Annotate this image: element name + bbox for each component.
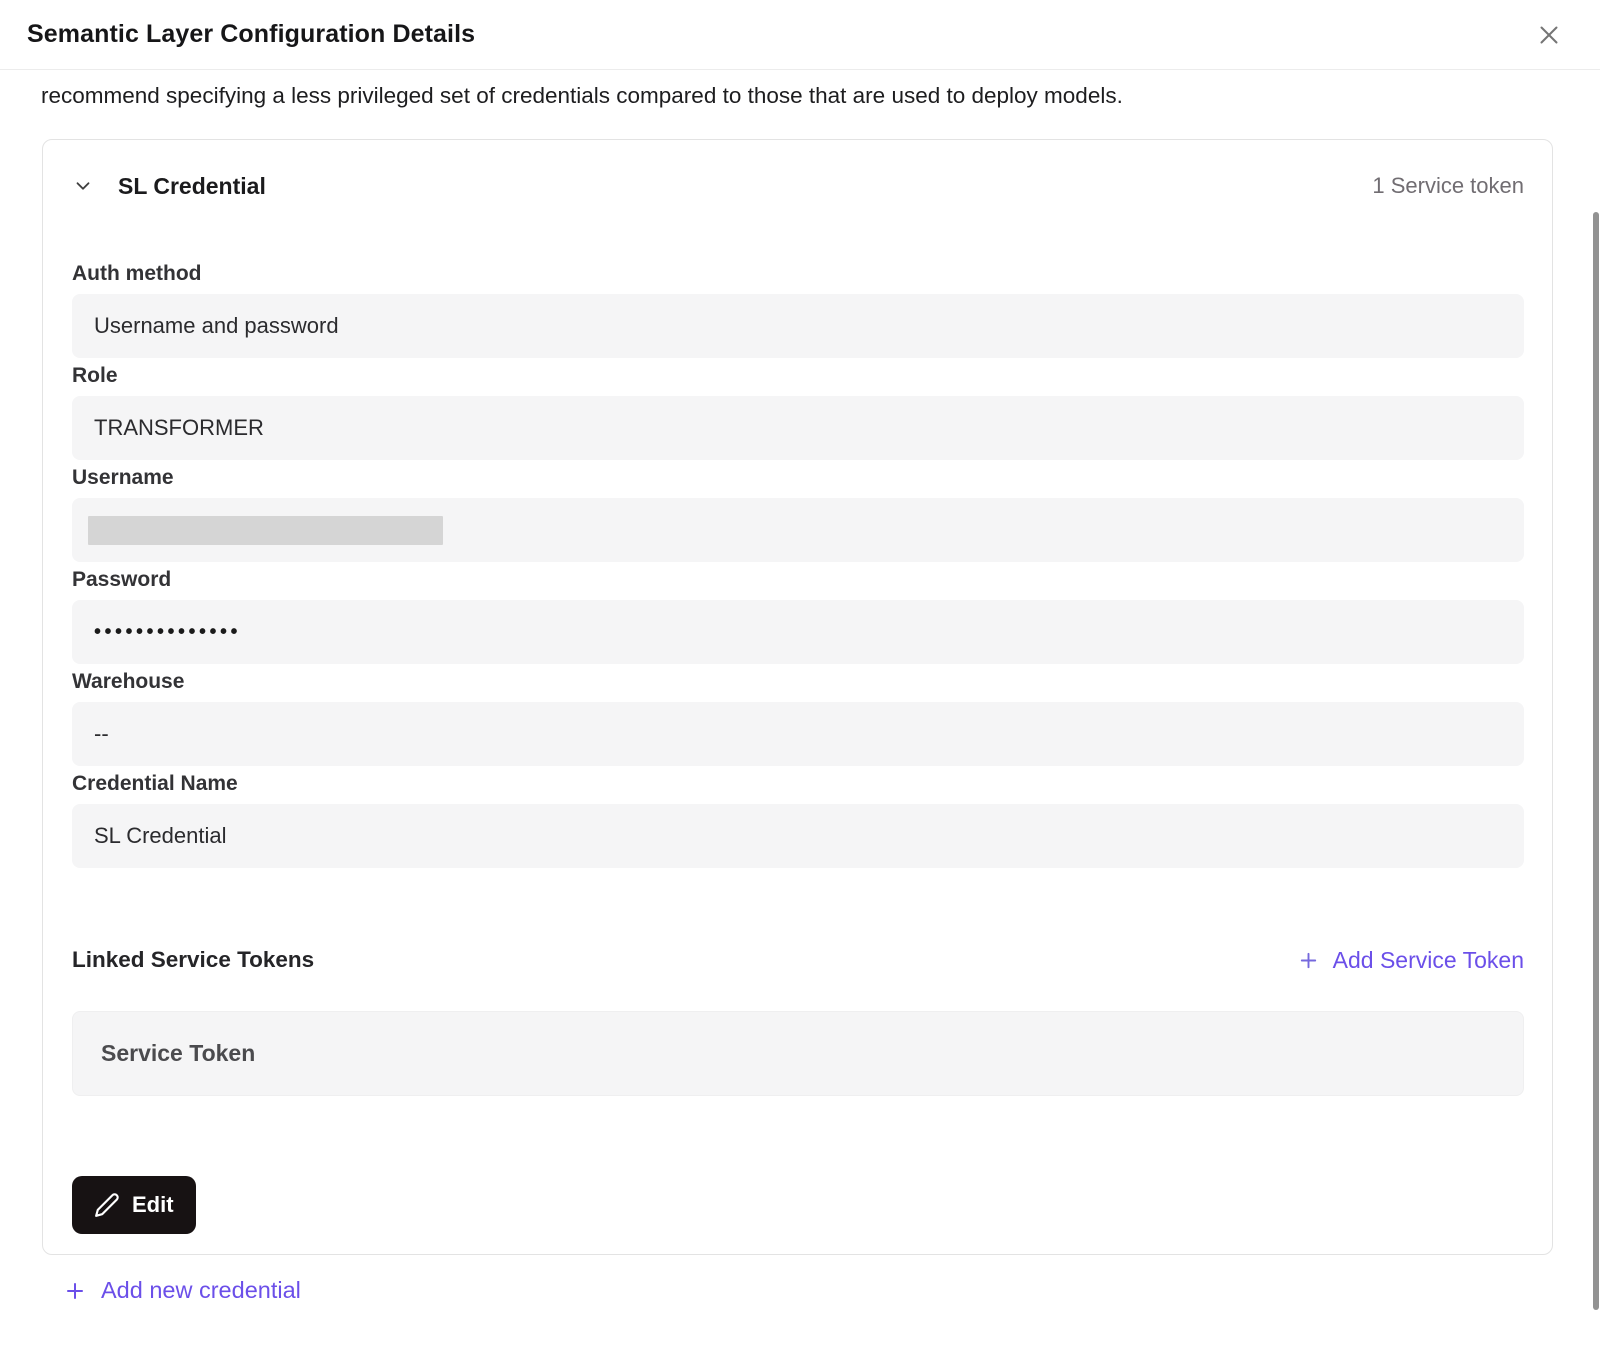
service-token-name: Service Token: [101, 1040, 256, 1066]
service-token-row: [72, 1011, 1524, 1096]
field-warehouse: [72, 670, 1524, 766]
auth-method-value: Username and password: [72, 294, 1524, 358]
plus-icon: [63, 1279, 87, 1303]
close-button[interactable]: [1532, 18, 1566, 52]
linked-service-tokens-row: [72, 946, 1524, 974]
vertical-scrollbar[interactable]: [1593, 212, 1599, 1310]
linked-service-tokens-title: Linked Service Tokens: [72, 947, 315, 972]
add-new-credential-button[interactable]: [63, 1277, 301, 1304]
field-label: Auth method: [72, 262, 202, 285]
role-value: TRANSFORMER: [72, 396, 1524, 460]
edit-button[interactable]: [72, 1176, 196, 1234]
modal-title: Semantic Layer Configuration Details: [27, 20, 476, 48]
field-password: [72, 568, 1524, 664]
modal-header: [0, 0, 1600, 70]
password-value: ••••••••••••••: [72, 600, 1524, 664]
field-label: Warehouse: [72, 670, 185, 693]
field-label: Username: [72, 466, 174, 489]
field-auth-method: [72, 262, 1524, 358]
field-label: Credential Name: [72, 772, 238, 795]
credential-name-value: SL Credential: [72, 804, 1524, 868]
add-service-token-label: Add Service Token: [1332, 946, 1524, 973]
modal-description: recommend specifying a less privileged set of credentials compared to those that are used to deploy models.: [41, 83, 1123, 108]
collapse-toggle[interactable]: [72, 175, 94, 197]
pencil-icon: [94, 1192, 120, 1218]
credential-card-header[interactable]: [72, 173, 1524, 199]
field-username: [72, 466, 1524, 562]
chevron-down-icon: [72, 175, 94, 197]
field-label: Password: [72, 568, 172, 591]
field-credential-name: [72, 772, 1524, 868]
x-icon: [1534, 20, 1564, 50]
field-label: Role: [72, 364, 118, 387]
warehouse-value: --: [72, 702, 1524, 766]
edit-button-label: Edit: [132, 1192, 174, 1217]
add-service-token-button[interactable]: [1297, 947, 1524, 974]
plus-icon: [1297, 949, 1320, 972]
username-value: [72, 498, 1524, 562]
field-role: [72, 364, 1524, 460]
redacted-username-bar: [88, 516, 443, 545]
add-new-credential-label: Add new credential: [101, 1277, 301, 1303]
service-token-count-badge: 1 Service token: [1372, 173, 1524, 198]
credential-card: [42, 139, 1553, 1255]
credential-title: SL Credential: [118, 172, 266, 199]
